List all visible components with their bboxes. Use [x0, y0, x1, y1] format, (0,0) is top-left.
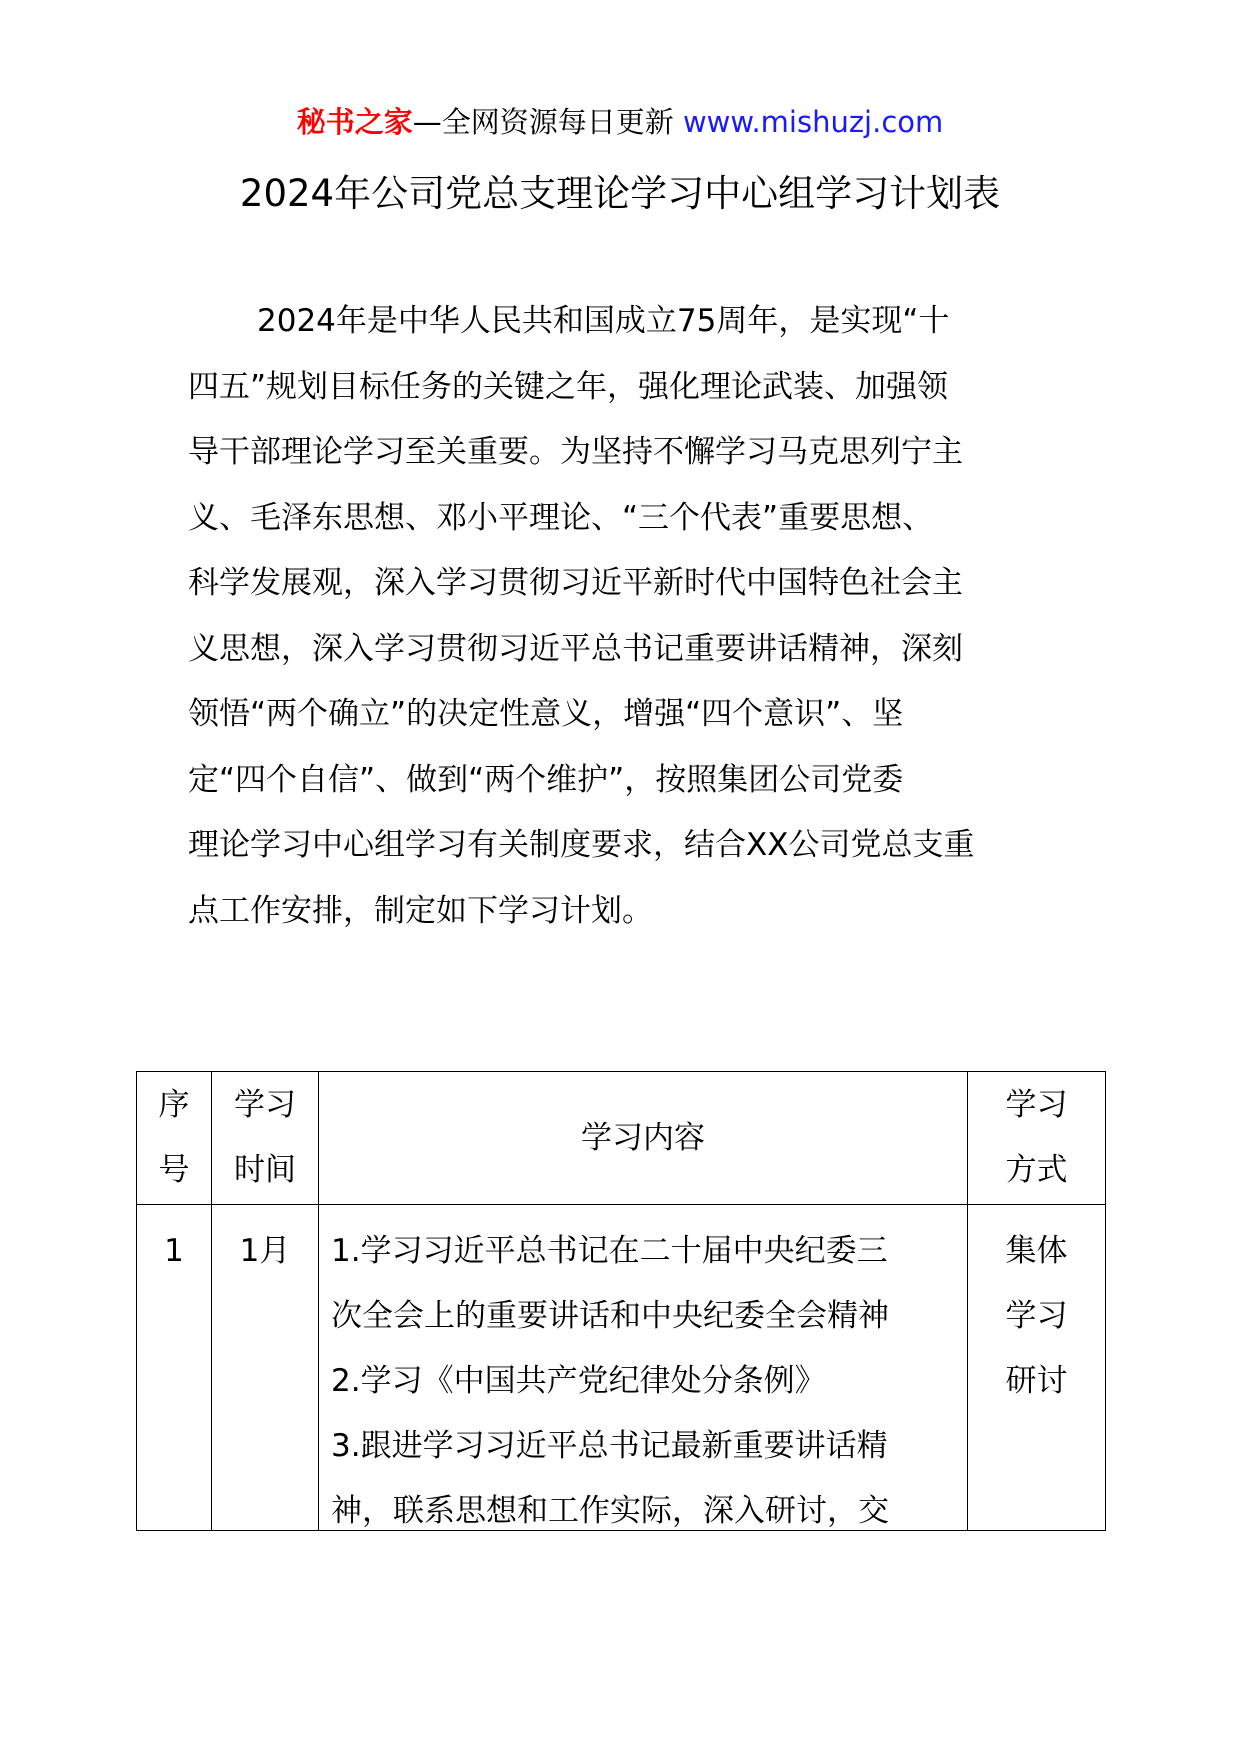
method-line: 研讨: [1005, 1363, 1068, 1399]
intro-line: 理论学习中心组学习有关制度要求，结合XX公司党总支重: [188, 827, 975, 863]
content-line: 1.学习习近平总书记在二十届中央纪委三: [331, 1233, 888, 1269]
header-seq-line: 号: [158, 1152, 190, 1188]
content-line: 2.学习《中国共产党纪律处分条例》: [331, 1363, 826, 1399]
header-time-line: 学习: [234, 1087, 296, 1123]
header-cell-seq: [136, 1071, 212, 1205]
intro-line: 点工作安排，制定如下学习计划。: [188, 892, 653, 929]
header-seq-line: 序: [158, 1087, 190, 1123]
header-method-line: 学习: [1005, 1087, 1068, 1123]
header-cell-content: [318, 1071, 968, 1205]
intro-line: 领悟“两个确立”的决定性意义，增强“四个意识”、坚: [188, 696, 904, 732]
row-time: 1月: [239, 1233, 291, 1269]
content-line: 3.跟进学习习近平总书记最新重要讲话精: [331, 1428, 888, 1464]
table-row-seq-cell: [136, 1204, 212, 1531]
method-line: 集体: [1005, 1233, 1068, 1269]
site-header: [0, 102, 1240, 142]
header-slogan: —全网资源每日更新: [412, 105, 674, 139]
site-link[interactable]: www.mishuzj.com: [673, 105, 944, 139]
header-content-label: 学习内容: [581, 1119, 705, 1156]
method-line: 学习: [1005, 1298, 1068, 1334]
header-time-line: 时间: [234, 1152, 296, 1188]
intro-line: 导干部理论学习至关重要。为坚持不懈学习马克思列宁主: [188, 434, 963, 470]
intro-line: 2024年是中华人民共和国成立75周年，是实现“十: [257, 303, 950, 339]
intro-line: 定“四个自信”、做到“两个维护”，按照集团公司党委: [188, 761, 904, 798]
content-line: 神，联系思想和工作实际，深入研讨，交: [331, 1493, 889, 1529]
table-row-method-cell: [967, 1204, 1106, 1531]
intro-line: 四五”规划目标任务的关键之年，强化理论武装、加强领: [188, 368, 949, 405]
header-cell-time: [211, 1071, 319, 1205]
intro-paragraph: [188, 289, 1068, 944]
study-plan-table: [136, 1071, 1106, 1531]
header-cell-method: [967, 1071, 1106, 1205]
table-row-content-cell: [318, 1204, 968, 1531]
document-title: 2024年公司党总支理论学习中心组学习计划表: [239, 172, 1001, 215]
brand-name: 秘书之家: [296, 105, 413, 139]
header-method-line: 方式: [1005, 1152, 1068, 1188]
intro-line: 义思想，深入学习贯彻习近平总书记重要讲话精神，深刻: [188, 630, 963, 667]
intro-line: 科学发展观，深入学习贯彻习近平新时代中国特色社会主: [188, 565, 963, 601]
content-line: 次全会上的重要讲话和中央纪委全会精神: [331, 1298, 889, 1334]
intro-line: 义、毛泽东思想、邓小平理论、“三个代表”重要思想、: [188, 499, 934, 536]
table-row-time-cell: [211, 1204, 319, 1531]
row-seq: 1: [164, 1233, 184, 1269]
